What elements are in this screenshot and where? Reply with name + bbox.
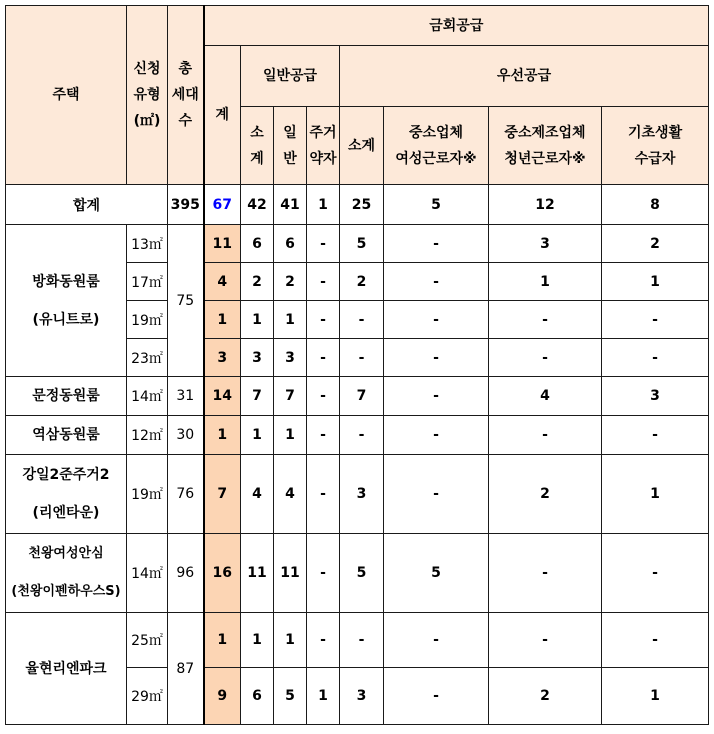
housing-name — [6, 225, 127, 377]
col-header-general — [241, 46, 340, 107]
gen-general-cell: 7 — [274, 377, 307, 416]
col-header-pri-subtotal — [340, 107, 384, 185]
basic-cell: 1 — [602, 263, 709, 301]
sme-youth-line2: 청년근로자※ — [504, 150, 586, 167]
col-header-type — [127, 6, 168, 185]
sme-youth-cell: 4 — [489, 377, 602, 416]
housing-name — [6, 455, 127, 534]
gen-general-cell: 5 — [274, 668, 307, 725]
pri-subtotal-cell: 3 — [340, 668, 384, 725]
gye-cell: 3 — [204, 339, 241, 377]
basic-cell: - — [602, 416, 709, 455]
summary-sme-youth: 12 — [489, 185, 602, 225]
summary-pri-subtotal: 25 — [340, 185, 384, 225]
sme-youth-cell: - — [489, 613, 602, 668]
housing-name: 역삼동원룸 — [6, 416, 127, 455]
table-row — [6, 377, 709, 416]
unit-type: 19㎡ — [127, 301, 168, 339]
total-households: 96 — [168, 534, 204, 613]
table-row — [6, 455, 709, 534]
gen-weak-cell: - — [307, 301, 340, 339]
col-header-basic — [602, 107, 709, 185]
sme-youth-cell: - — [489, 416, 602, 455]
housing-name-line1: 방화동원룸 — [32, 273, 100, 290]
total-header-line1: 총 — [178, 61, 193, 77]
total-households: 75 — [168, 225, 204, 377]
pri-subtotal-label: 소계 — [347, 137, 376, 154]
housing-name-line2: (유니트로) — [32, 311, 100, 328]
pri-subtotal-cell: - — [340, 301, 384, 339]
total-households: 31 — [168, 377, 204, 416]
pri-subtotal-cell: 5 — [340, 225, 384, 263]
sme-women-cell: - — [384, 377, 489, 416]
unit-type: 29㎡ — [127, 668, 168, 725]
sme-women-cell: - — [384, 455, 489, 534]
summary-label: 합계 — [6, 185, 168, 225]
unit-type: 19㎡ — [127, 455, 168, 534]
summary-row — [6, 185, 709, 225]
type-header-line3: (㎡) — [133, 113, 161, 129]
sme-women-line1: 중소업체 — [408, 124, 464, 141]
summary-gye: 67 — [204, 185, 241, 225]
total-households: 30 — [168, 416, 204, 455]
basic-cell: 1 — [602, 455, 709, 534]
gen-weak-cell: - — [307, 534, 340, 613]
sme-women-cell: - — [384, 668, 489, 725]
basic-cell: - — [602, 301, 709, 339]
gen-subtotal-cell: 1 — [241, 301, 274, 339]
basic-cell: - — [602, 613, 709, 668]
pri-subtotal-cell: - — [340, 613, 384, 668]
summary-gen-subtotal: 42 — [241, 185, 274, 225]
housing-name-line2: (리엔타운) — [32, 505, 100, 521]
gen-subtotal-cell: 1 — [241, 416, 274, 455]
sme-women-cell: - — [384, 225, 489, 263]
gen-subtotal-cell: 6 — [241, 668, 274, 725]
gye-cell: 14 — [204, 377, 241, 416]
summary-basic: 8 — [602, 185, 709, 225]
col-header-gen-subtotal — [241, 107, 274, 185]
basic-cell: - — [602, 339, 709, 377]
gen-weak-cell: - — [307, 263, 340, 301]
col-header-gen-weak — [307, 107, 340, 185]
summary-sme-women: 5 — [384, 185, 489, 225]
unit-type: 25㎡ — [127, 613, 168, 668]
gen-subtotal-cell: 3 — [241, 339, 274, 377]
col-header-housing — [6, 6, 127, 185]
type-header-line1: 신청 — [133, 61, 161, 77]
gen-general-cell: 11 — [274, 534, 307, 613]
sme-women-cell: 5 — [384, 534, 489, 613]
sme-women-cell: - — [384, 263, 489, 301]
col-header-geumhoe — [204, 6, 709, 46]
gen-general-line1: 일 — [283, 124, 297, 141]
pri-subtotal-cell: - — [340, 416, 384, 455]
housing-name — [6, 534, 127, 613]
gen-general-cell: 1 — [274, 416, 307, 455]
basic-line1: 기초생활 — [628, 124, 683, 141]
basic-cell: 3 — [602, 377, 709, 416]
unit-type: 12㎡ — [127, 416, 168, 455]
gen-weak-cell: - — [307, 613, 340, 668]
gye-cell: 4 — [204, 263, 241, 301]
gen-general-cell: 6 — [274, 225, 307, 263]
total-header-line2: 세대 — [171, 87, 199, 103]
unit-type: 13㎡ — [127, 225, 168, 263]
unit-type: 23㎡ — [127, 339, 168, 377]
gen-weak-cell: - — [307, 455, 340, 534]
sme-youth-cell: 1 — [489, 263, 602, 301]
sme-youth-line1: 중소제조업체 — [504, 124, 586, 141]
gen-weak-cell: - — [307, 225, 340, 263]
summary-gen-general: 41 — [274, 185, 307, 225]
sme-women-cell: - — [384, 416, 489, 455]
gye-cell: 9 — [204, 668, 241, 725]
pri-subtotal-cell: 7 — [340, 377, 384, 416]
gen-subtotal-cell: 6 — [241, 225, 274, 263]
gen-subtotal-line2: 계 — [250, 150, 264, 167]
gen-subtotal-line1: 소 — [250, 124, 264, 141]
gen-general-line2: 반 — [283, 150, 297, 167]
unit-type: 14㎡ — [127, 377, 168, 416]
gen-general-cell: 4 — [274, 455, 307, 534]
gen-weak-line2: 약자 — [309, 150, 337, 167]
gen-subtotal-cell: 7 — [241, 377, 274, 416]
housing-name-line1: 강일2준주거2 — [22, 467, 110, 483]
housing-name-line1: 천왕여성안심 — [28, 546, 104, 561]
sme-women-cell: - — [384, 613, 489, 668]
col-header-priority — [340, 46, 709, 107]
table-row — [6, 613, 709, 668]
sme-women-line2: 여성근로자※ — [395, 150, 477, 167]
gen-subtotal-cell: 2 — [241, 263, 274, 301]
gen-weak-line1: 주거 — [309, 124, 337, 141]
housing-header-label: 주택 — [52, 87, 80, 103]
pri-subtotal-cell: 2 — [340, 263, 384, 301]
gye-cell: 1 — [204, 416, 241, 455]
table-row — [6, 534, 709, 613]
gen-weak-cell: 1 — [307, 668, 340, 725]
sme-youth-cell: - — [489, 534, 602, 613]
col-header-gye — [204, 46, 241, 185]
pri-subtotal-cell: - — [340, 339, 384, 377]
gen-subtotal-cell: 4 — [241, 455, 274, 534]
geumhoe-label: 금회공급 — [429, 17, 484, 34]
total-households: 87 — [168, 613, 204, 725]
priority-label: 우선공급 — [497, 68, 552, 84]
col-header-total-households — [168, 6, 204, 185]
sme-women-cell: - — [384, 339, 489, 377]
sme-women-cell: - — [384, 301, 489, 339]
type-header-line2: 유형 — [133, 87, 161, 103]
gen-weak-cell: - — [307, 416, 340, 455]
sme-youth-cell: - — [489, 339, 602, 377]
gen-weak-cell: - — [307, 377, 340, 416]
basic-cell: 1 — [602, 668, 709, 725]
gye-cell: 7 — [204, 455, 241, 534]
gen-subtotal-cell: 11 — [241, 534, 274, 613]
gye-cell: 1 — [204, 301, 241, 339]
pri-subtotal-cell: 3 — [340, 455, 384, 534]
sme-youth-cell: 3 — [489, 225, 602, 263]
header-row-1 — [6, 6, 709, 46]
pri-subtotal-cell: 5 — [340, 534, 384, 613]
total-header-line3: 수 — [178, 113, 193, 129]
unit-type: 14㎡ — [127, 534, 168, 613]
col-header-sme-women — [384, 107, 489, 185]
summary-gen-weak: 1 — [307, 185, 340, 225]
gye-cell: 1 — [204, 613, 241, 668]
sme-youth-cell: 2 — [489, 455, 602, 534]
basic-line2: 수급자 — [634, 150, 676, 167]
total-households: 76 — [168, 455, 204, 534]
table-row — [6, 416, 709, 455]
housing-name: 문정동원룸 — [6, 377, 127, 416]
gye-label: 계 — [215, 107, 230, 123]
housing-name-line2: (천왕이펜하우스S) — [11, 584, 121, 599]
table-row — [6, 225, 709, 263]
basic-cell: 2 — [602, 225, 709, 263]
gen-general-cell: 3 — [274, 339, 307, 377]
col-header-gen-general — [274, 107, 307, 185]
general-label: 일반공급 — [262, 68, 318, 84]
unit-type: 17㎡ — [127, 263, 168, 301]
gen-general-cell: 1 — [274, 613, 307, 668]
housing-name: 율현리엔파크 — [6, 613, 127, 725]
gen-subtotal-cell: 1 — [241, 613, 274, 668]
sme-youth-cell: - — [489, 301, 602, 339]
gen-general-cell: 1 — [274, 301, 307, 339]
summary-total-households: 395 — [168, 185, 204, 225]
gen-weak-cell: - — [307, 339, 340, 377]
gen-general-cell: 2 — [274, 263, 307, 301]
supply-table — [5, 5, 709, 725]
gye-cell: 11 — [204, 225, 241, 263]
col-header-sme-youth — [489, 107, 602, 185]
basic-cell: - — [602, 534, 709, 613]
sme-youth-cell: 2 — [489, 668, 602, 725]
gye-cell: 16 — [204, 534, 241, 613]
